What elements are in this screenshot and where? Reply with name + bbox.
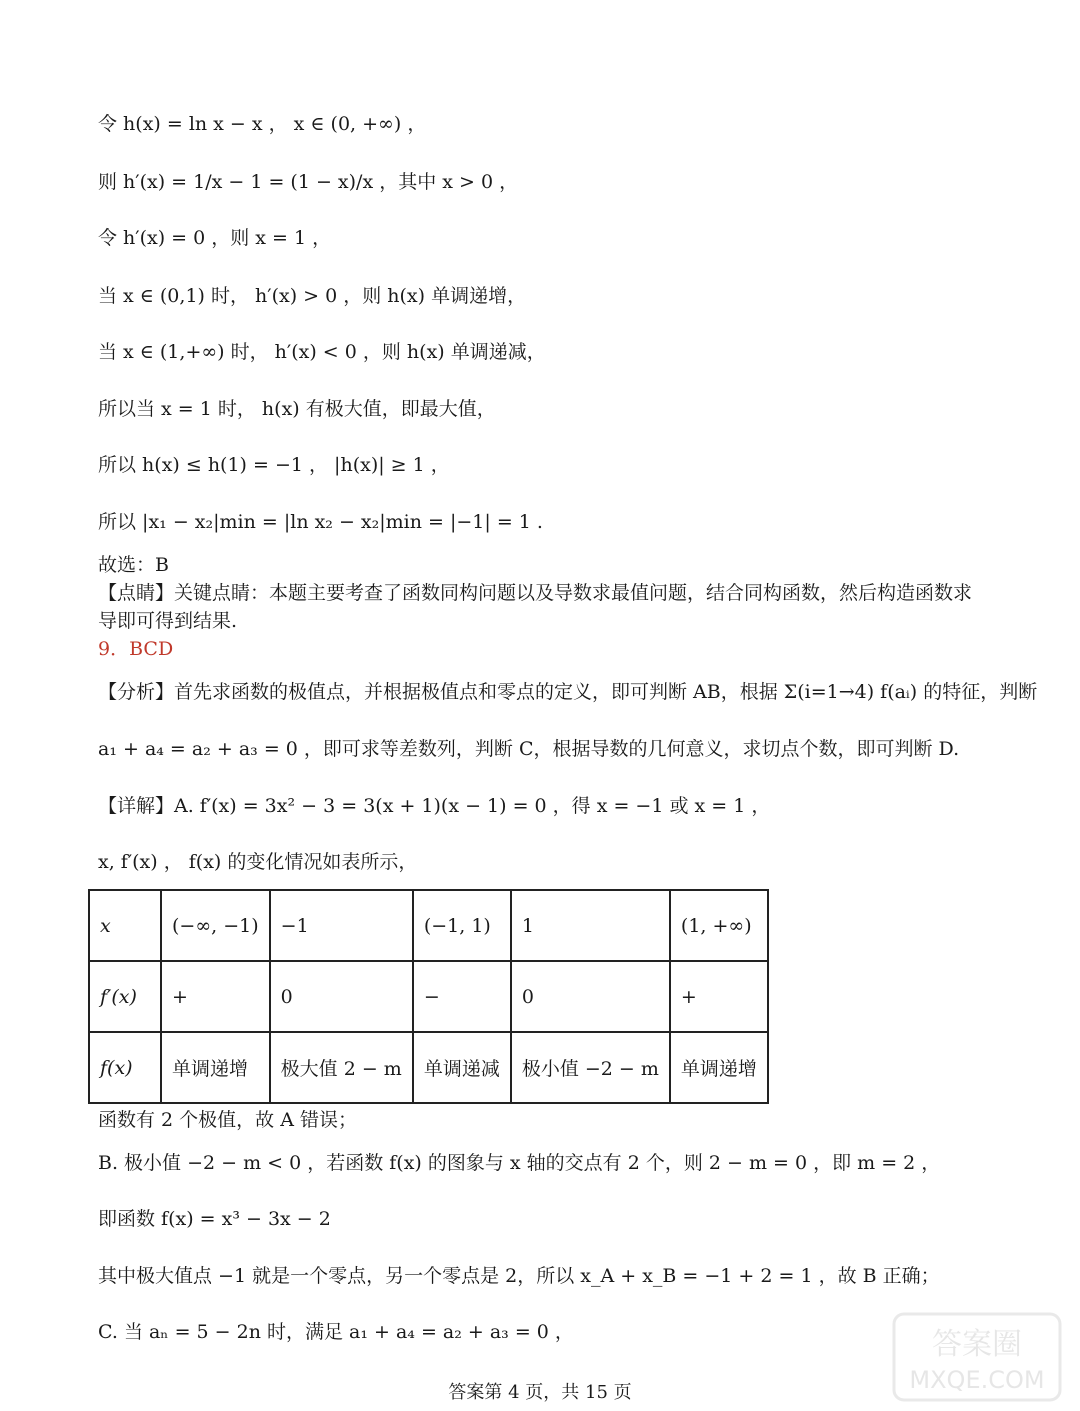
text-line: a₁ + a₄ = a₂ + a₃ = 0 ，即可求等差数列，判断 C，根据导数的几何意义，求切点个数，即可判断 D. [98, 738, 960, 760]
text-line: 【点睛】关键点睛：本题主要考查了函数同构问题以及导数求最值问题，结合同构函数，然后构造函数求 [98, 582, 973, 604]
page-footer: 答案第 4 页，共 15 页 [448, 1382, 632, 1403]
table-cell: 单调递减 [413, 1032, 511, 1103]
variation-table [88, 889, 769, 1104]
table-cell: 极大值 2 − m [270, 1032, 413, 1103]
table-cell: 0 [270, 961, 413, 1032]
text-line: C. 当 aₙ = 5 − 2n 时，满足 a₁ + a₄ = a₂ + a₃ = 0 ， [98, 1321, 574, 1343]
table-row [89, 890, 768, 961]
table-cell: f(x) [89, 1032, 161, 1103]
svg-text:MXQE.COM: MXQE.COM [909, 1366, 1045, 1394]
text-line: 所以 |x₁ − x₂|min = |ln x₂ − x₂|min = |−1| = 1 . [98, 511, 543, 533]
table-cell: (1, +∞) [670, 890, 768, 961]
text-line: 【分析】首先求函数的极值点，并根据极值点和零点的定义，即可判断 AB，根据 Σ(i=1→4) f(aᵢ) 的特征，判断 [98, 681, 1038, 703]
text-line: 导即可得到结果. [98, 610, 238, 632]
table-cell: 单调递增 [161, 1032, 270, 1103]
text-line: 当 x ∈ (1,+∞) 时， h′(x) < 0 ，则 h(x) 单调递减， [98, 341, 546, 363]
text-line: 故选：B [98, 554, 169, 576]
text-line: 函数有 2 个极值，故 A 错误； [98, 1109, 357, 1131]
watermark-logo [892, 1312, 1062, 1402]
text-line: 则 h′(x) = 1/x − 1 = (1 − x)/x ，其中 x > 0 ， [98, 171, 519, 193]
text-line: 所以当 x = 1 时， h(x) 有极大值，即最大值， [98, 398, 496, 420]
table-row [89, 1032, 768, 1103]
table-cell: 极小值 −2 − m [511, 1032, 670, 1103]
text-line: 所以 h(x) ≤ h(1) = −1 ， |h(x)| ≥ 1 ， [98, 454, 450, 476]
svg-text:答案圈: 答案圈 [932, 1327, 1022, 1362]
text-line: x, f′(x) ， f(x) 的变化情况如表所示， [98, 851, 418, 873]
table-cell: f′(x) [89, 961, 161, 1032]
table-cell: + [670, 961, 768, 1032]
table-cell: 1 [511, 890, 670, 961]
table-cell: + [161, 961, 270, 1032]
table-cell: −1 [270, 890, 413, 961]
table-cell: 0 [511, 961, 670, 1032]
text-line: 9．BCD [98, 638, 174, 660]
text-line: 即函数 f(x) = x³ − 3x − 2 [98, 1208, 331, 1230]
table-cell: (−1, 1) [413, 890, 511, 961]
text-line: 当 x ∈ (0,1) 时， h′(x) > 0 ，则 h(x) 单调递增， [98, 285, 527, 307]
table-cell: 单调递增 [670, 1032, 768, 1103]
text-line: 令 h′(x) = 0 ，则 x = 1 ， [98, 227, 332, 249]
table-cell: x [89, 890, 161, 961]
text-line: 【详解】A. f′(x) = 3x² − 3 = 3(x + 1)(x − 1) = 0 ，得 x = −1 或 x = 1 ， [98, 795, 771, 817]
text-line: 其中极大值点 −1 就是一个零点，另一个零点是 2，所以 x_A + x_B = −1 + 2 = 1 ，故 B 正确； [98, 1265, 940, 1287]
table-cell: − [413, 961, 511, 1032]
table-cell: (−∞, −1) [161, 890, 270, 961]
table-row [89, 961, 768, 1032]
text-line: 令 h(x) = ln x − x ， x ∈ (0, +∞) ， [98, 113, 427, 135]
text-line: B. 极小值 −2 − m < 0 ，若函数 f(x) 的图象与 x 轴的交点有 2 个，则 2 − m = 0 ，即 m = 2 ， [98, 1152, 941, 1174]
